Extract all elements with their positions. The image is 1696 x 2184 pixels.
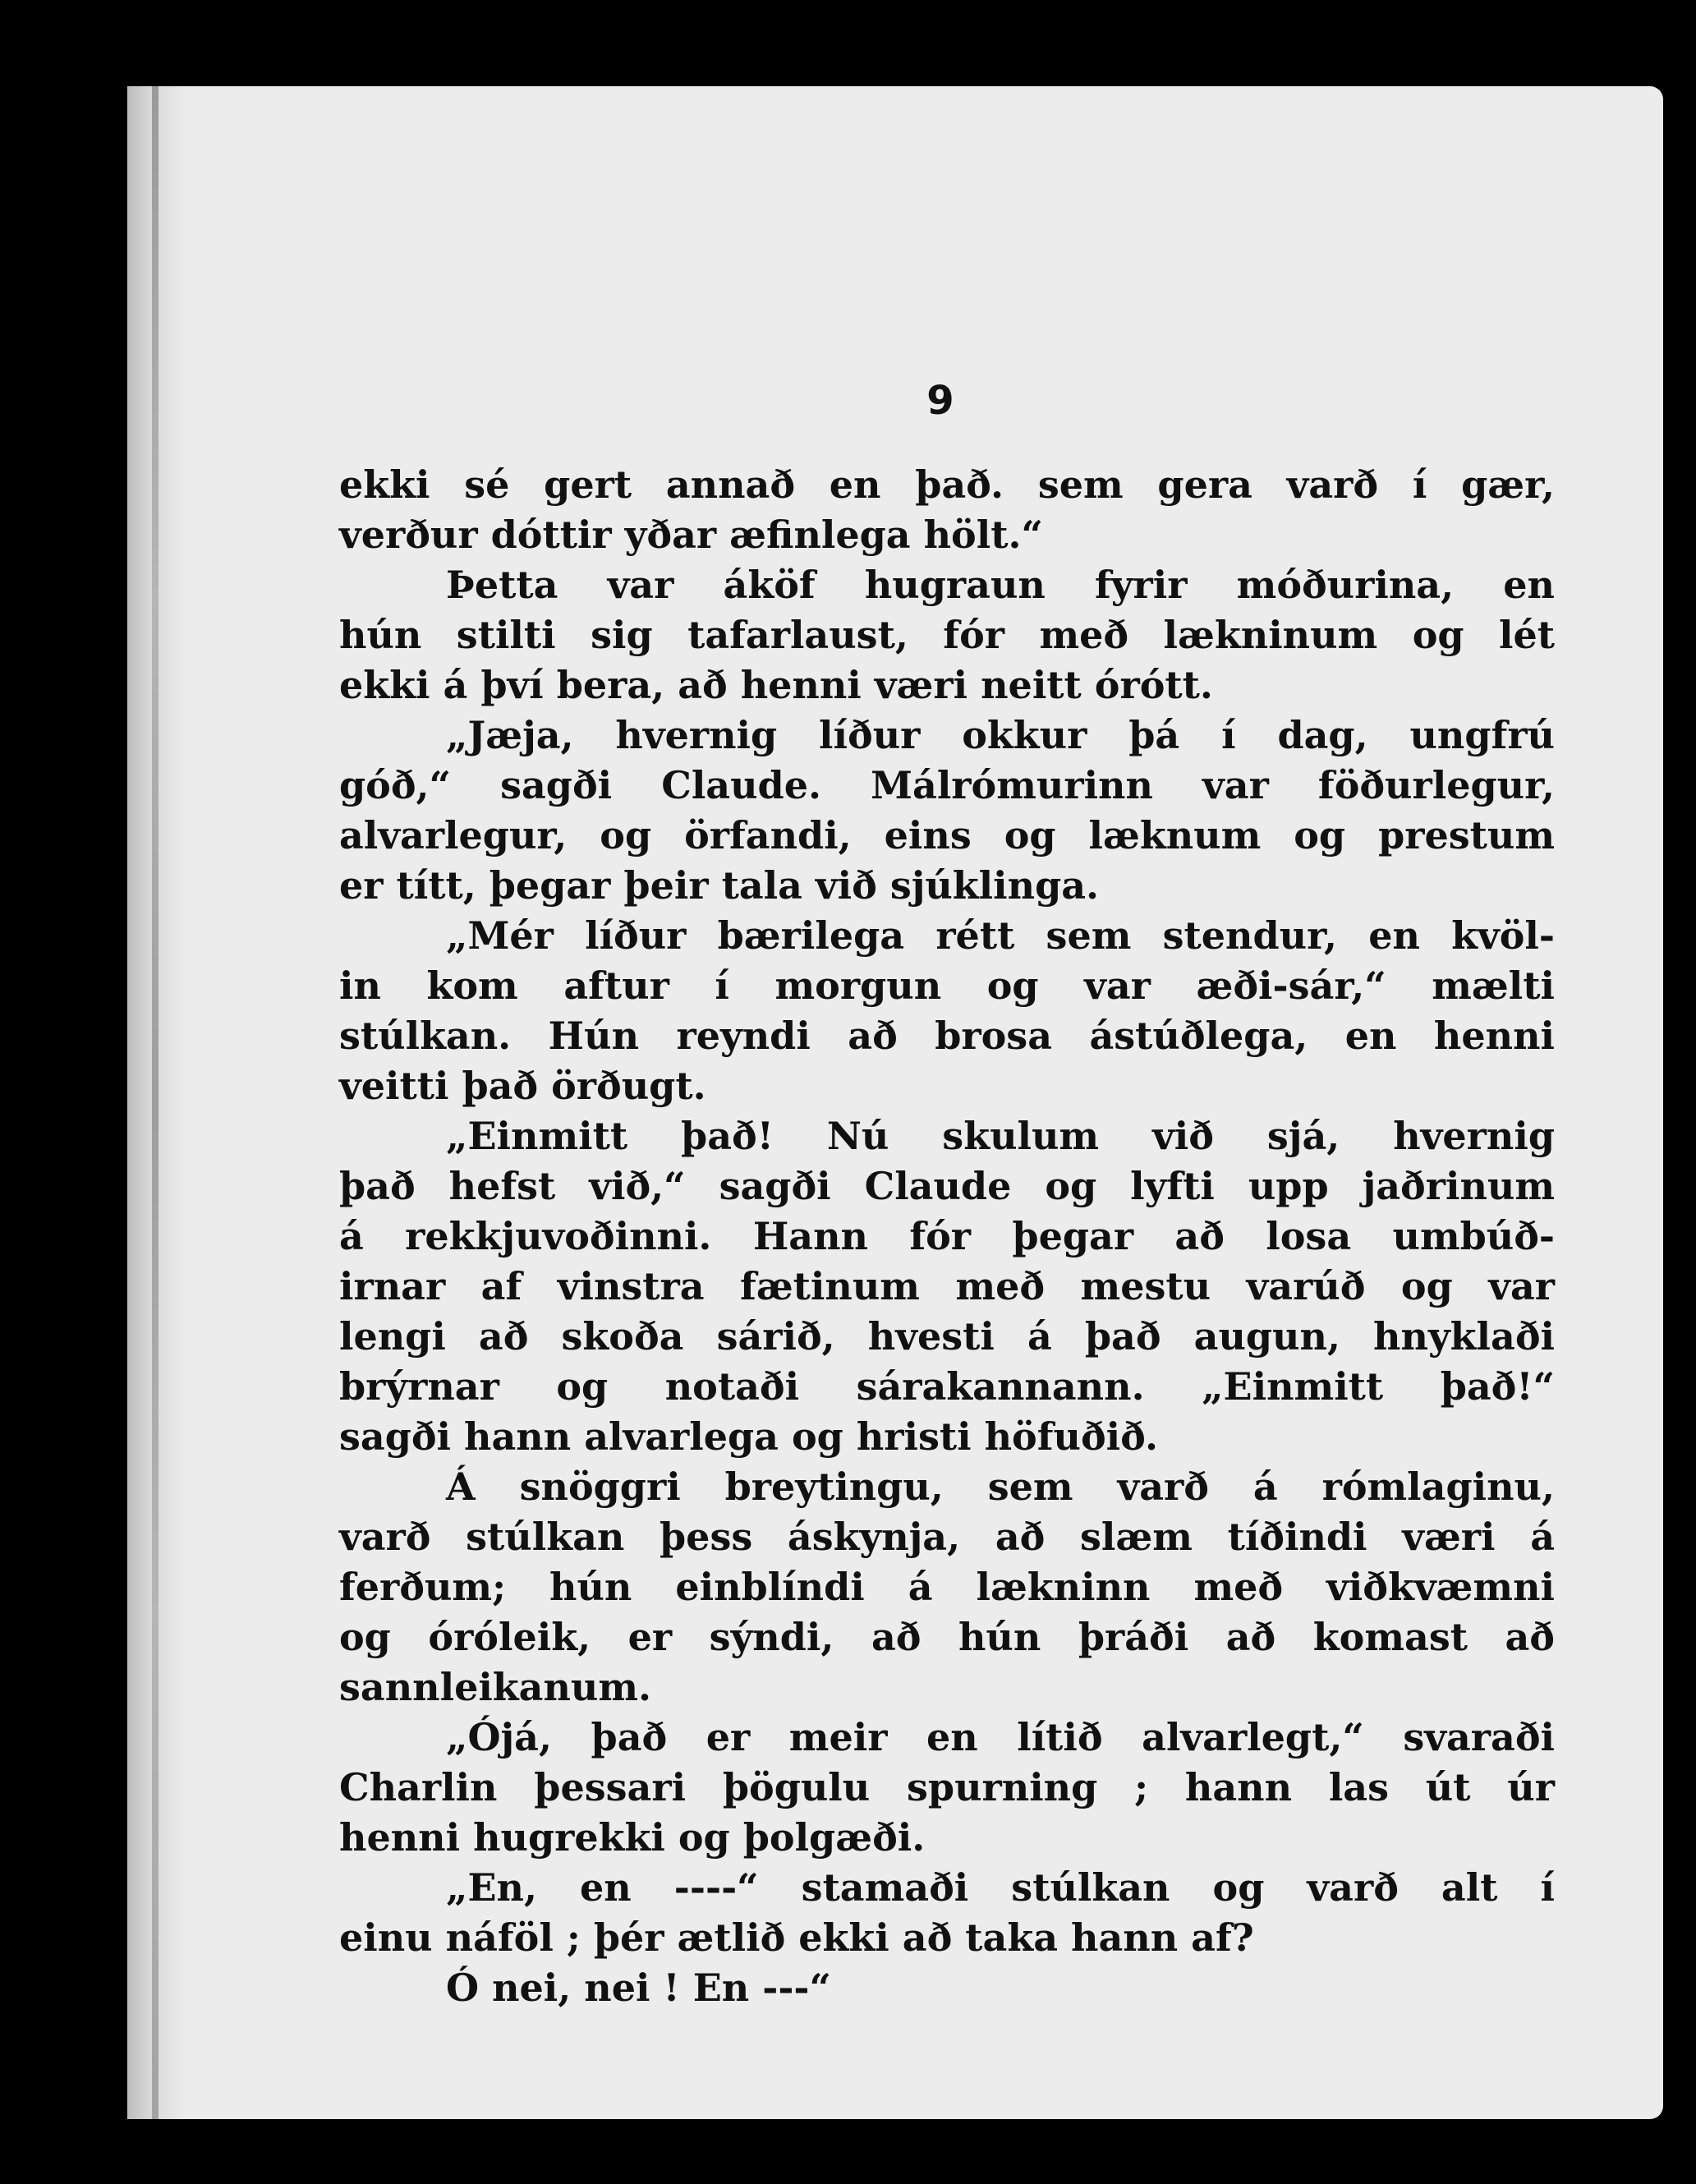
text-line: alvarlegur, og örfandi, eins og læknum og prestum bbox=[339, 813, 1555, 858]
text-line: veitti það örðugt. bbox=[339, 1064, 706, 1108]
text-line: hún stilti sig tafarlaust, fór með lækninum og lét bbox=[339, 613, 1555, 657]
page-number: 9 bbox=[926, 378, 954, 424]
text-line: einu náföl ; þér ætlið ekki að taka hann af? bbox=[339, 1915, 1254, 1960]
text-line: varð stúlkan þess áskynja, að slæm tíðindi væri á bbox=[339, 1515, 1555, 1559]
text-line: ekki á því bera, að henni væri neitt órótt. bbox=[339, 663, 1213, 707]
text-line: er títt, þegar þeir tala við sjúklinga. bbox=[339, 863, 1100, 908]
text-line: góð,“ sagði Claude. Málrómurinn var föðurlegur, bbox=[339, 763, 1555, 807]
book-page bbox=[127, 86, 1663, 2119]
text-line: það hefst við,“ sagði Claude og lyfti upp jaðrinum bbox=[339, 1164, 1555, 1208]
text-line: ekki sé gert annað en það. sem gera varð í gær, bbox=[339, 462, 1555, 507]
text-line: „Ójá, það er meir en lítið alvarlegt,“ svaraði bbox=[446, 1715, 1555, 1759]
text-line: sannleikanum. bbox=[339, 1665, 652, 1709]
text-line: lengi að skoða sárið, hvesti á það augun, hnyklaði bbox=[339, 1314, 1555, 1359]
text-line: stúlkan. Hún reyndi að brosa ástúðlega, en henni bbox=[339, 1014, 1555, 1058]
text-line: ferðum; hún einblíndi á lækninn með viðkvæmni bbox=[339, 1565, 1555, 1609]
text-line: brýrnar og notaði sárakannann. „Einmitt það!“ bbox=[339, 1364, 1555, 1409]
text-line: „Einmitt það! Nú skulum við sjá, hvernig bbox=[446, 1114, 1555, 1158]
text-line: „En, en ----“ stamaði stúlkan og varð alt í bbox=[446, 1865, 1555, 1910]
text-line: sagði hann alvarlega og hristi höfuðið. bbox=[339, 1414, 1159, 1459]
text-line: „Jæja, hvernig líður okkur þá í dag, ungfrú bbox=[446, 713, 1555, 757]
text-line: in kom aftur í morgun og var æði-sár,“ mælti bbox=[339, 963, 1555, 1008]
text-line: Þetta var áköf hugraun fyrir móðurina, en bbox=[446, 563, 1555, 607]
text-line: á rekkjuvoðinni. Hann fór þegar að losa umbúð- bbox=[339, 1214, 1555, 1258]
page-body-text bbox=[339, 460, 1555, 2013]
text-line: „Mér líður bærilega rétt sem stendur, en kvöl- bbox=[446, 913, 1555, 958]
text-line: Ó nei, nei ! En ---“ bbox=[446, 1966, 831, 2010]
text-line: henni hugrekki og þolgæði. bbox=[339, 1815, 926, 1860]
text-line: Á snöggri breytingu, sem varð á rómlaginu, bbox=[446, 1464, 1555, 1509]
text-line: Charlin þessari þögulu spurning ; hann las út úr bbox=[339, 1765, 1555, 1809]
text-line: irnar af vinstra fætinum með mestu varúð og var bbox=[339, 1264, 1555, 1308]
text-line: og óróleik, er sýndi, að hún þráði að komast að bbox=[339, 1615, 1555, 1659]
text-line: verður dóttir yðar æfinlega hölt.“ bbox=[339, 513, 1043, 557]
